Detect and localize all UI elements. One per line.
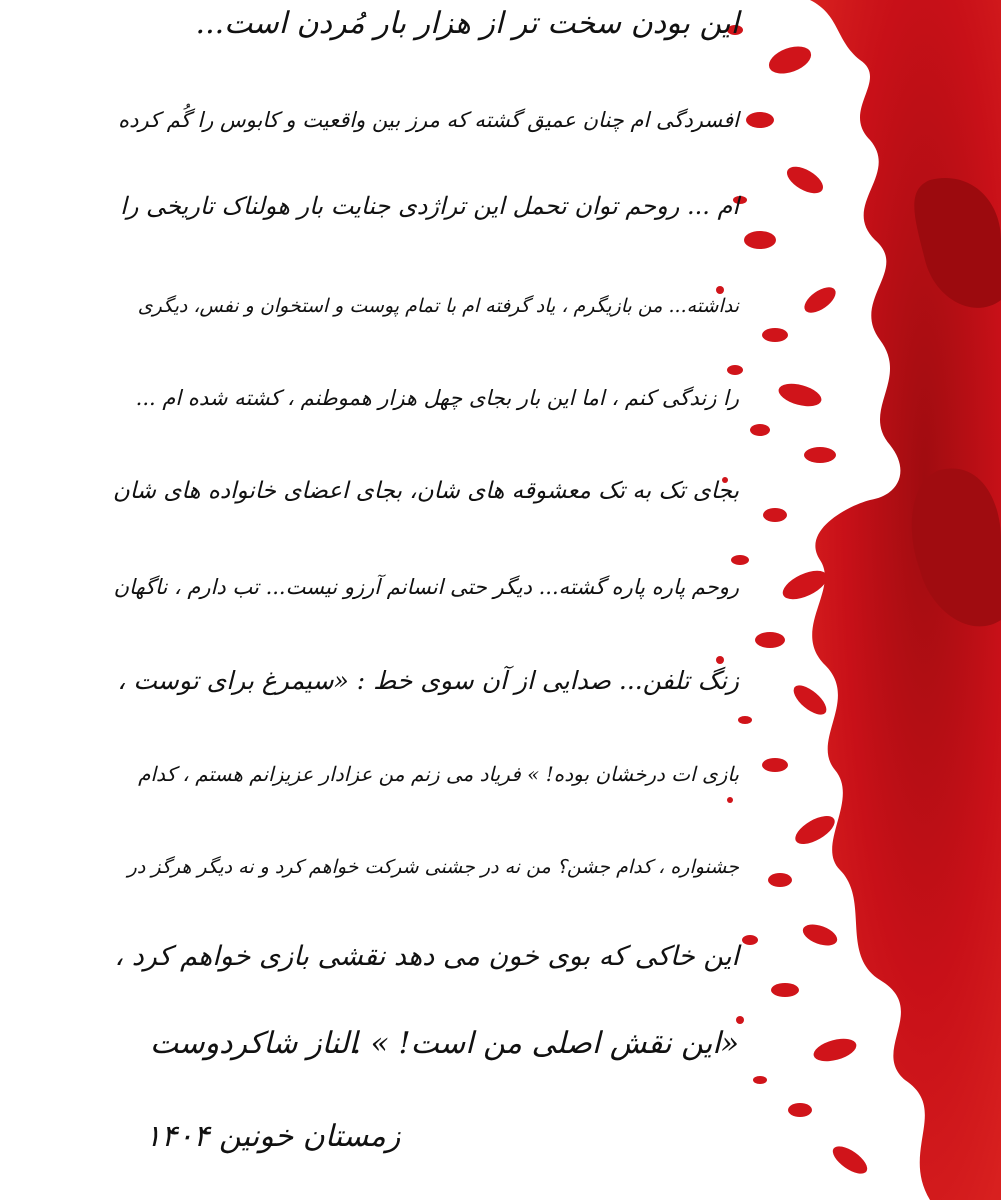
letter-line: نداشته... من بازیگرم ، یاد گرفته ام با تمام پوست و استخوان و نفس، دیگری	[137, 295, 739, 317]
letter-line: این بودن سخت تر از هزار بار مُردن است...	[195, 6, 739, 41]
letter-line: بجای تک به تک معشوقه های شان، بجای اعضای خانواده های شان	[112, 478, 739, 504]
letter-line: این خاکی که بوی خون می دهد نقشی بازی خواهم کرد ،	[114, 941, 739, 972]
author-signature: الناز شاکردوست	[150, 1026, 358, 1061]
letter-line: ام ... روحم توان تحمل این تراژدی جنایت بار هولناک تاریخی را	[120, 192, 739, 220]
letter-line: افسردگی ام چنان عمیق گشته که مرز بین واقعیت و کابوس را گُم کرده	[118, 108, 739, 132]
letter-line: را زندگی کنم ، اما این بار بجای چهل هزار هموطنم ، کشته شده ام ...	[135, 386, 739, 410]
letter-line: «این نقش اصلی من است! » .	[351, 1026, 739, 1061]
letter-line: بازی ات درخشان بوده! » فریاد می زنم من عزادار عزیزانم هستم ، کدام	[138, 762, 739, 786]
letter-line: جشنواره ، کدام جشن؟ من نه در جشنی شرکت خواهم کرد و نه دیگر هرگز در	[127, 856, 739, 878]
letter-line: روحم پاره پاره گشته... دیگر حتی انسانم آرزو نیست... تب دارم ، ناگهان	[113, 575, 739, 599]
letter-date: زمستان خونین ۱۴۰۴	[145, 1119, 401, 1154]
letter-line: زنگ تلفن... صدایی از آن سوی خط : «سیمرغ برای توست ،	[117, 666, 739, 695]
